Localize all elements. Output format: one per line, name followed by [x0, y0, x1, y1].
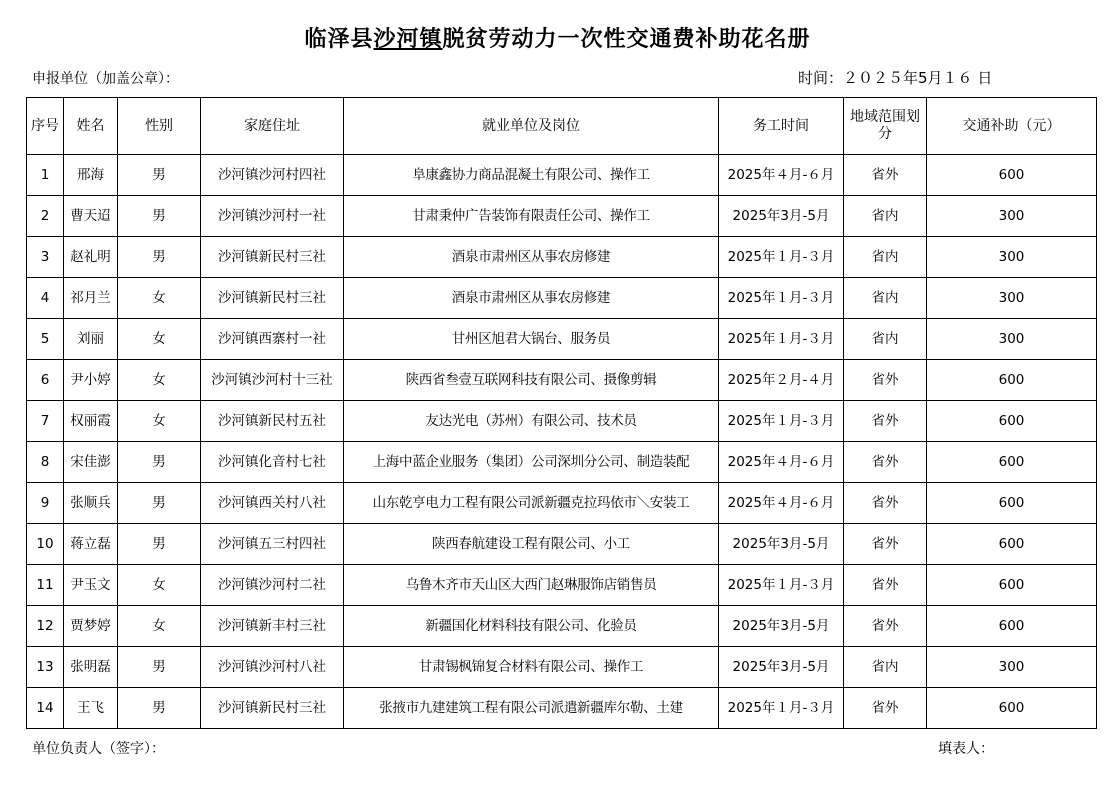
cell-name: 张顺兵: [64, 483, 118, 524]
cell-gender: 女: [118, 606, 201, 647]
cell-work-period: 2025年１月-３月: [719, 565, 844, 606]
table-row: [27, 606, 1097, 647]
cell-seq: 12: [27, 606, 64, 647]
cell-seq: 13: [27, 647, 64, 688]
cell-work-period: 2025年１月-３月: [719, 237, 844, 278]
cell-seq: 10: [27, 524, 64, 565]
cell-region: 省外: [844, 442, 927, 483]
cell-seq: 3: [27, 237, 64, 278]
cell-gender: 男: [118, 688, 201, 729]
cell-subsidy-amount: 300: [927, 319, 1097, 360]
cell-name: 赵礼明: [64, 237, 118, 278]
cell-seq: 2: [27, 196, 64, 237]
cell-subsidy-amount: 600: [927, 483, 1097, 524]
cell-seq: 7: [27, 401, 64, 442]
title-county: 临泽县: [304, 27, 374, 52]
cell-subsidy-amount: 300: [927, 196, 1097, 237]
cell-address: 沙河镇新民村五社: [201, 401, 344, 442]
cell-region: 省外: [844, 524, 927, 565]
cell-address: 沙河镇新民村三社: [201, 688, 344, 729]
cell-address: 沙河镇沙河村八社: [201, 647, 344, 688]
cell-seq: 4: [27, 278, 64, 319]
document-title: [0, 22, 1115, 53]
cell-name: 刘丽: [64, 319, 118, 360]
table-row: [27, 483, 1097, 524]
cell-name: 权丽霞: [64, 401, 118, 442]
table-row: [27, 278, 1097, 319]
cell-region: 省外: [844, 155, 927, 196]
header-work-period: 务工时间: [719, 98, 844, 155]
table-row: [27, 360, 1097, 401]
cell-subsidy-amount: 300: [927, 278, 1097, 319]
header-address: 家庭住址: [201, 98, 344, 155]
cell-subsidy-amount: 300: [927, 647, 1097, 688]
table-row: [27, 524, 1097, 565]
cell-work-period: 2025年４月-６月: [719, 483, 844, 524]
cell-subsidy-amount: 600: [927, 688, 1097, 729]
table-row: [27, 688, 1097, 729]
cell-seq: 6: [27, 360, 64, 401]
cell-address: 沙河镇沙河村十三社: [201, 360, 344, 401]
cell-region: 省内: [844, 196, 927, 237]
header-region: 地域范围划分: [844, 98, 927, 155]
header-name: 姓名: [64, 98, 118, 155]
cell-employer: 阜康鑫协力商品混凝土有限公司、操作工: [344, 155, 719, 196]
cell-employer: 酒泉市肃州区从事农房修建: [344, 237, 719, 278]
cell-gender: 女: [118, 319, 201, 360]
table-row: [27, 565, 1097, 606]
cell-employer: 甘肃锡枫锦复合材料有限公司、操作工: [344, 647, 719, 688]
cell-name: 曹天迢: [64, 196, 118, 237]
cell-employer: 友达光电（苏州）有限公司、技术员: [344, 401, 719, 442]
table-body: [27, 155, 1097, 729]
cell-employer: 山东乾亨电力工程有限公司派新疆克拉玛依市＼安装工: [344, 483, 719, 524]
header-gender: 性别: [118, 98, 201, 155]
cell-work-period: 2025年3月-5月: [719, 606, 844, 647]
subsidy-roster-table: [26, 97, 1097, 729]
cell-employer: 酒泉市肃州区从事农房修建: [344, 278, 719, 319]
cell-gender: 男: [118, 647, 201, 688]
header-subsidy: 交通补助（元）: [927, 98, 1097, 155]
cell-gender: 男: [118, 155, 201, 196]
cell-gender: 男: [118, 196, 201, 237]
cell-work-period: 2025年１月-３月: [719, 278, 844, 319]
cell-employer: 甘肃秉仲广告装饰有限责任公司、操作工: [344, 196, 719, 237]
cell-address: 沙河镇化音村七社: [201, 442, 344, 483]
cell-address: 沙河镇新民村三社: [201, 237, 344, 278]
header-employer: 就业单位及岗位: [344, 98, 719, 155]
cell-region: 省内: [844, 647, 927, 688]
table-row: [27, 647, 1097, 688]
cell-gender: 女: [118, 360, 201, 401]
cell-address: 沙河镇五三村四社: [201, 524, 344, 565]
cell-gender: 男: [118, 237, 201, 278]
cell-name: 蒋立磊: [64, 524, 118, 565]
cell-address: 沙河镇新丰村三社: [201, 606, 344, 647]
table-row: [27, 237, 1097, 278]
cell-subsidy-amount: 600: [927, 524, 1097, 565]
cell-work-period: 2025年１月-３月: [719, 688, 844, 729]
cell-gender: 女: [118, 401, 201, 442]
table-row: [27, 155, 1097, 196]
cell-subsidy-amount: 600: [927, 565, 1097, 606]
cell-subsidy-amount: 600: [927, 360, 1097, 401]
cell-subsidy-amount: 600: [927, 606, 1097, 647]
cell-region: 省外: [844, 565, 927, 606]
cell-region: 省外: [844, 606, 927, 647]
cell-gender: 男: [118, 524, 201, 565]
cell-work-period: 2025年１月-３月: [719, 401, 844, 442]
cell-gender: 男: [118, 483, 201, 524]
leader-signature-label: 单位负责人（签字）：: [32, 741, 165, 757]
cell-seq: 9: [27, 483, 64, 524]
cell-subsidy-amount: 600: [927, 155, 1097, 196]
table-row: [27, 196, 1097, 237]
cell-address: 沙河镇西寨村一社: [201, 319, 344, 360]
cell-address: 沙河镇沙河村二社: [201, 565, 344, 606]
cell-seq: 1: [27, 155, 64, 196]
cell-region: 省内: [844, 319, 927, 360]
cell-name: 邢海: [64, 155, 118, 196]
cell-work-period: 2025年3月-5月: [719, 647, 844, 688]
cell-subsidy-amount: 300: [927, 237, 1097, 278]
form-filler-label: 填表人：: [938, 741, 994, 757]
cell-name: 祁月兰: [64, 278, 118, 319]
cell-employer: 乌鲁木齐市天山区大西门赵琳服饰店销售员: [344, 565, 719, 606]
cell-work-period: 2025年１月-３月: [719, 319, 844, 360]
cell-region: 省外: [844, 688, 927, 729]
cell-seq: 14: [27, 688, 64, 729]
cell-name: 贾梦婷: [64, 606, 118, 647]
cell-employer: 陕西省叁壹互联网科技有限公司、摄像剪辑: [344, 360, 719, 401]
cell-employer: 上海中蓝企业服务（集团）公司深圳分公司、制造装配: [344, 442, 719, 483]
cell-region: 省外: [844, 360, 927, 401]
cell-address: 沙河镇新民村三社: [201, 278, 344, 319]
table-row: [27, 401, 1097, 442]
cell-name: 张明磊: [64, 647, 118, 688]
cell-address: 沙河镇西关村八社: [201, 483, 344, 524]
cell-name: 宋佳澎: [64, 442, 118, 483]
cell-name: 尹玉文: [64, 565, 118, 606]
cell-employer: 张掖市九建建筑工程有限公司派遣新疆库尔勒、土建: [344, 688, 719, 729]
table-row: [27, 319, 1097, 360]
cell-work-period: 2025年４月-６月: [719, 155, 844, 196]
cell-gender: 男: [118, 442, 201, 483]
cell-region: 省内: [844, 237, 927, 278]
cell-region: 省外: [844, 483, 927, 524]
title-rest: 脱贫劳动力一次性交通费补助花名册: [442, 27, 811, 52]
cell-address: 沙河镇沙河村四社: [201, 155, 344, 196]
table-row: [27, 442, 1097, 483]
cell-employer: 陕西春航建设工程有限公司、小工: [344, 524, 719, 565]
cell-seq: 8: [27, 442, 64, 483]
cell-work-period: 2025年3月-5月: [719, 524, 844, 565]
cell-address: 沙河镇沙河村一社: [201, 196, 344, 237]
cell-subsidy-amount: 600: [927, 442, 1097, 483]
applicant-unit-label: 申报单位（加盖公章）：: [32, 71, 179, 87]
cell-region: 省外: [844, 401, 927, 442]
cell-seq: 11: [27, 565, 64, 606]
header-seq: 序号: [27, 98, 64, 155]
cell-employer: 新疆国化材料科技有限公司、化验员: [344, 606, 719, 647]
cell-work-period: 2025年２月-４月: [719, 360, 844, 401]
report-date: 时间：２０２５年5月１６ 日: [798, 69, 993, 87]
cell-region: 省内: [844, 278, 927, 319]
cell-name: 尹小婷: [64, 360, 118, 401]
cell-gender: 女: [118, 278, 201, 319]
cell-subsidy-amount: 600: [927, 401, 1097, 442]
cell-work-period: 2025年3月-5月: [719, 196, 844, 237]
title-town: 沙河镇: [373, 27, 443, 52]
cell-seq: 5: [27, 319, 64, 360]
cell-employer: 甘州区旭君大锅台、服务员: [344, 319, 719, 360]
cell-name: 王飞: [64, 688, 118, 729]
cell-gender: 女: [118, 565, 201, 606]
table-header-row: [27, 98, 1097, 155]
cell-work-period: 2025年４月-６月: [719, 442, 844, 483]
